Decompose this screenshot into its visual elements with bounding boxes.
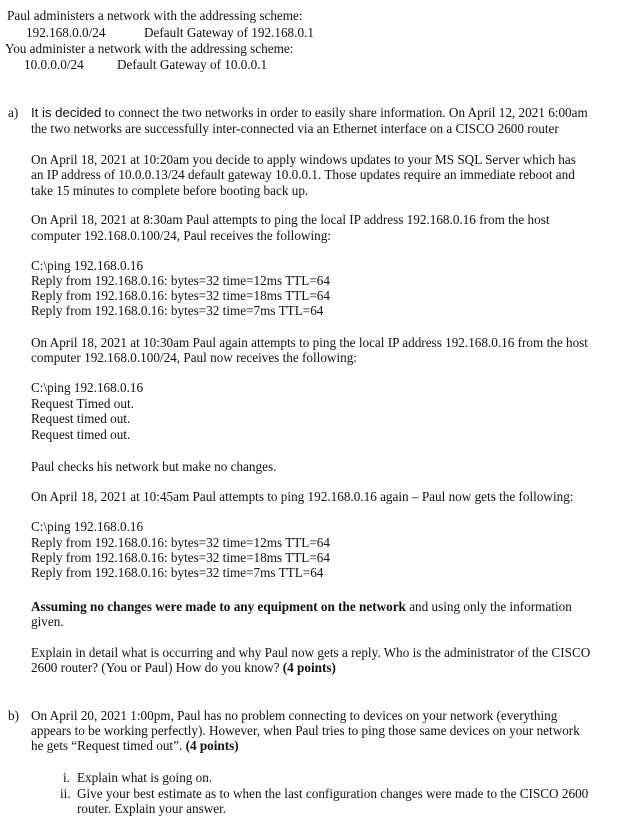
part-b-line3	[31, 738, 239, 753]
part-b-item-text: Explain what is going on.	[77, 770, 213, 785]
part-a-points: (4 points)	[282, 660, 336, 675]
ping2-line: C:\ping 192.168.0.16	[31, 380, 144, 395]
ping3-line: C:\ping 192.168.0.16	[31, 519, 144, 534]
ping2-line: Request timed out.	[31, 427, 131, 442]
part-a-assume-rest: and using only the information	[405, 599, 572, 614]
ping1-line: Reply from 192.168.0.16: bytes=32 time=7ms TTL=64	[31, 303, 324, 318]
intro-you-gateway: Default Gateway of 10.0.0.1	[117, 57, 268, 72]
ping1-line: Reply from 192.168.0.16: bytes=32 time=18ms TTL=64	[31, 288, 330, 303]
part-a-p1-line1	[31, 105, 588, 120]
part-a-explain-line1: Explain in detail what is occurring and why Paul now gets a reply. Who is the administrator of the CISCO	[31, 645, 591, 660]
intro-paul-network: 192.168.0.0/24	[26, 25, 106, 40]
intro-paul-gateway: Default Gateway of 192.168.0.1	[144, 25, 314, 40]
ping2-line: Request Timed out.	[31, 396, 134, 411]
part-a-p4-line1: On April 18, 2021 at 10:30am Paul again attempts to ping the local IP address 192.168.0.16 from the host	[31, 335, 588, 350]
part-a-p6: On April 18, 2021 at 10:45am Paul attempts to ping 192.168.0.16 again – Paul now gets the following:	[31, 489, 574, 504]
part-a-assume-bold: Assuming no changes were made to any equipment on the network	[31, 599, 406, 614]
ping1-line: Reply from 192.168.0.16: bytes=32 time=12ms TTL=64	[31, 273, 330, 288]
part-a-explain-text: 2600 router? (You or Paul) How do you know?	[31, 660, 283, 675]
part-b-points: (4 points)	[185, 738, 239, 753]
part-a-p5: Paul checks his network but make no changes.	[31, 459, 277, 474]
part-a-p2-line1: On April 18, 2021 at 10:20am you decide to apply windows updates to your MS SQL Server which has	[31, 152, 576, 167]
part-b-line2: appears to be working perfectly). However, when Paul tries to ping those same devices on your network	[31, 723, 580, 738]
part-a-p2-line2: an IP address of 10.0.0.13/24 default gateway 10.0.0.1. Those updates require an immediate reboot and	[31, 167, 575, 182]
part-a-p1-line2: the two networks are successfully inter-connected via an Ethernet interface on a CISCO 2600 router	[31, 121, 559, 136]
part-b-line3-text: he gets “Request timed out”.	[31, 738, 186, 753]
part-a-p1-lead: It is decided	[31, 105, 102, 120]
ping1-line: C:\ping 192.168.0.16	[31, 258, 144, 273]
part-a-p1-rest: to connect the two networks in order to easily share information. On April 12, 2021 6:00am	[101, 105, 588, 120]
part-b-label: b)	[8, 708, 19, 723]
intro-paul-line: Paul administers a network with the addressing scheme:	[7, 8, 303, 23]
part-a-p4-line2: computer 192.168.0.100/24, Paul now receives the following:	[31, 350, 357, 365]
ping3-line: Reply from 192.168.0.16: bytes=32 time=7ms TTL=64	[31, 565, 324, 580]
part-a-assume-line2: given.	[31, 614, 64, 629]
ping3-line: Reply from 192.168.0.16: bytes=32 time=18ms TTL=64	[31, 550, 330, 565]
intro-you-line: You administer a network with the addressing scheme:	[5, 41, 294, 56]
part-a-assume-line1	[31, 599, 572, 614]
intro-you-network: 10.0.0.0/24	[24, 57, 84, 72]
part-b-item-marker: i.	[63, 770, 70, 785]
ping3-line: Reply from 192.168.0.16: bytes=32 time=12ms TTL=64	[31, 535, 330, 550]
part-a-label: a)	[8, 105, 19, 120]
part-b-item-text: router. Explain your answer.	[77, 801, 227, 816]
ping2-line: Request timed out.	[31, 411, 131, 426]
part-a-p3-line1: On April 18, 2021 at 8:30am Paul attempts to ping the local IP address 192.168.0.16 from the host	[31, 212, 550, 227]
part-a-p3-line2: computer 192.168.0.100/24, Paul receives the following:	[31, 228, 331, 243]
part-a-p2-line3: take 15 minutes to complete before booting back up.	[31, 183, 309, 198]
part-b-item-marker: ii.	[60, 786, 71, 801]
part-b-item-text: Give your best estimate as to when the last configuration changes were made to the CISCO 2600	[77, 786, 589, 801]
part-b-line1: On April 20, 2021 1:00pm, Paul has no problem connecting to devices on your network (everything	[31, 708, 558, 723]
part-a-explain-line2	[31, 660, 336, 675]
